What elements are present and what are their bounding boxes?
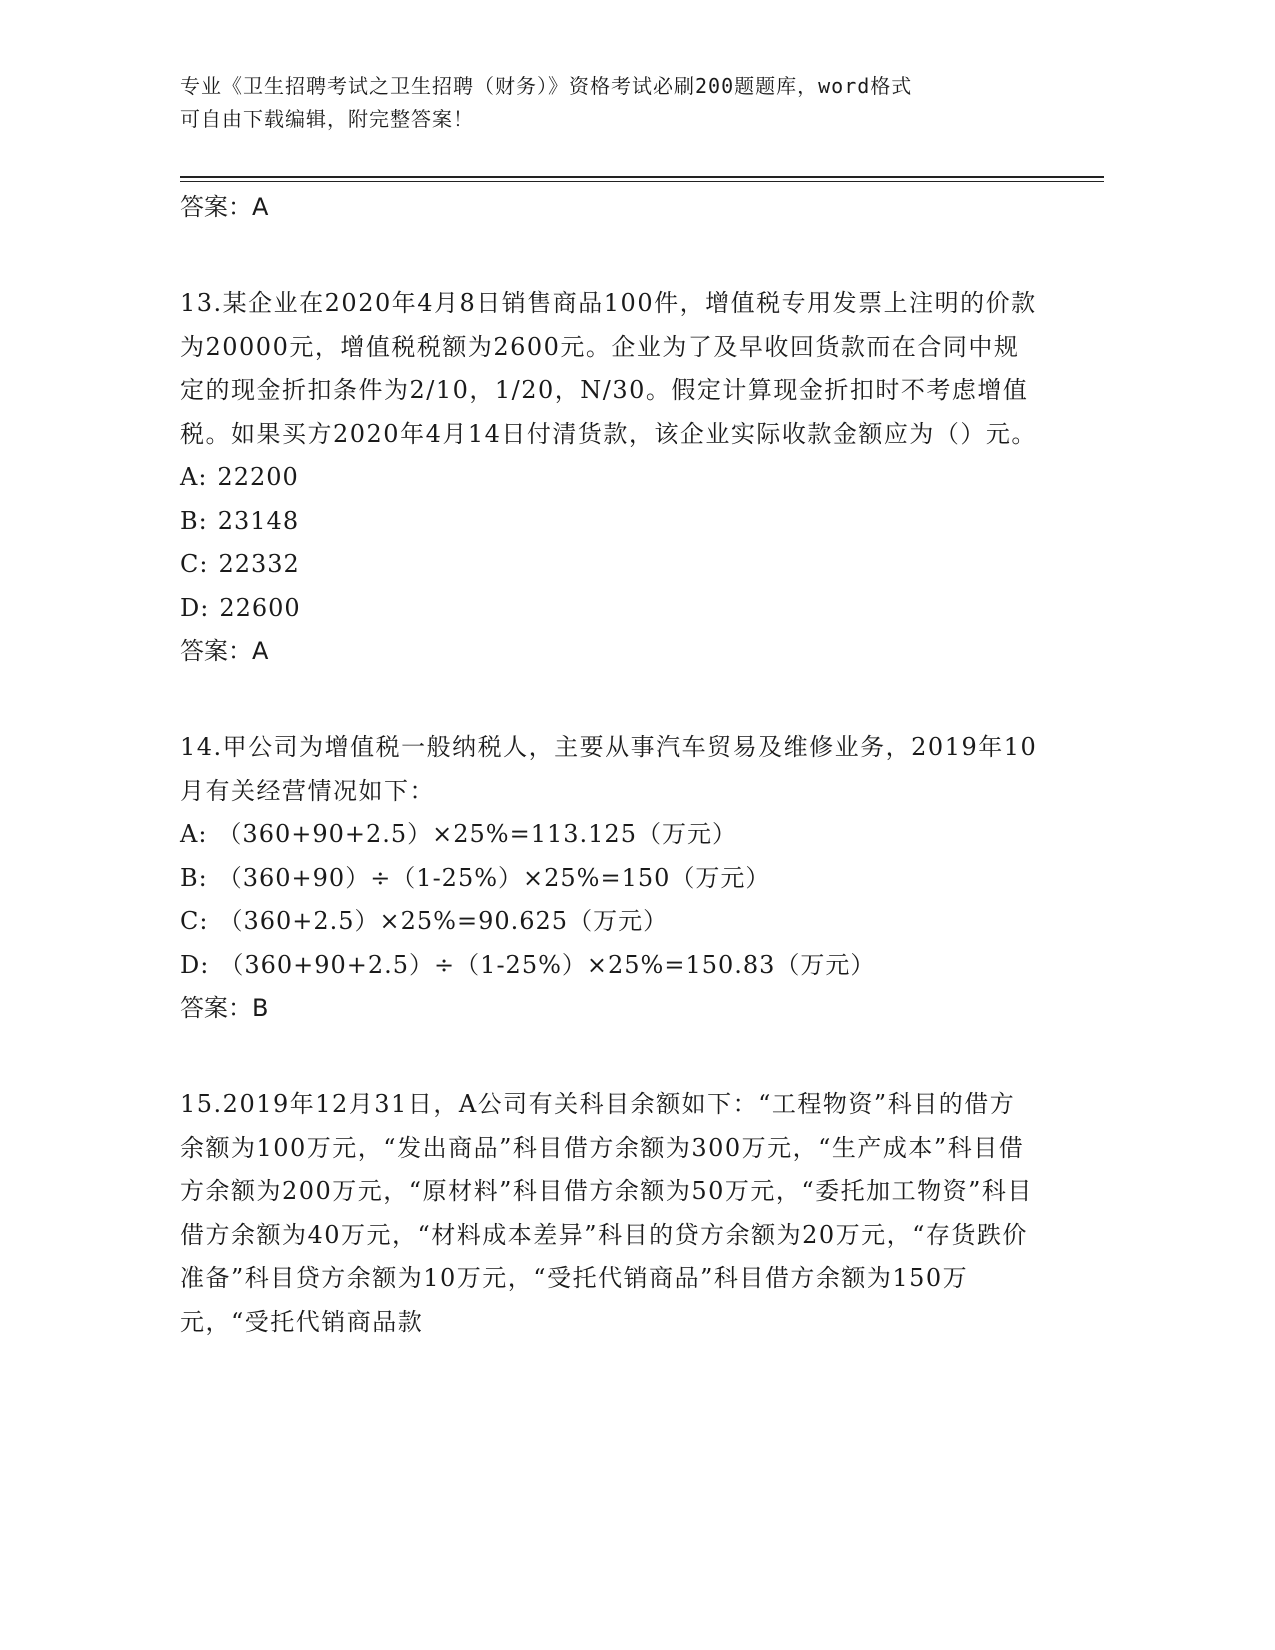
question-text: 14.甲公司为增值税一般纳税人，主要从事汽车贸易及维修业务，2019年10月有关经营情况如下： (180, 733, 1038, 805)
option-b (180, 500, 1040, 544)
answer-line: 答案：B (180, 994, 269, 1022)
option-a (180, 813, 1040, 857)
question-text: 13.某企业在2020年4月8日销售商品100件，增值税专用发票上注明的价款为20000元，增值税税额为2600元。企业为了及早收回货款而在合同中规定的现金折扣条件为2/10，1/20，N/30。假定计算现金折扣时不考虑增值税。如果买方2020年4月14日付清货款，该企业实际收款金额应为（）元。 (180, 289, 1037, 448)
question-15 (180, 1083, 1040, 1344)
header-title-line-2: 可自由下载编辑，附完整答案！ (180, 107, 474, 131)
question-text: 15.2019年12月31日，A公司有关科目余额如下：“工程物资”科目的借方余额为100万元，“发出商品”科目借方余额为300万元，“生产成本”科目借方余额为200万元，“原材料”科目借方余额为50万元，“委托加工物资”科目借方余额为40万元，“材料成本差异”科目的贷方余额为20万元，“存货跌价准备”科目贷方余额为10万元，“受托代销商品”科目借方余额为150万元，“受托代销商品款 (180, 1090, 1033, 1336)
option-value: （360+90+2.5）÷（1-25%）×25%=150.83（万元） (219, 950, 876, 979)
option-value: （360+90）÷（1-25%）×25%=150（万元） (217, 863, 771, 892)
option-label: B: (180, 506, 208, 535)
answer-line: 答案：A (180, 193, 269, 221)
option-label: A: (180, 820, 208, 848)
option-value: （360+2.5）×25%=90.625（万元） (218, 907, 669, 935)
option-value: （360+90+2.5）×25%=113.125（万元） (217, 820, 737, 848)
option-label: A: (180, 463, 208, 491)
question-13 (180, 282, 1040, 668)
option-d (180, 587, 1040, 631)
question-14 (180, 726, 1040, 1025)
option-a (180, 456, 1040, 500)
option-label: D: (180, 593, 210, 622)
option-label: C: (180, 907, 209, 935)
document-header (180, 70, 1040, 136)
header-title-line-1: 专业《卫生招聘考试之卫生招聘（财务）》资格考试必刷200题题库，word格式 (180, 74, 913, 98)
option-b (180, 857, 1040, 901)
header-divider-thin (180, 181, 1104, 182)
option-value: 22200 (217, 463, 299, 491)
option-c (180, 543, 1040, 587)
option-label: D: (180, 950, 210, 979)
answer-line: 答案：A (180, 637, 269, 665)
option-c (180, 900, 1040, 944)
option-value: 22332 (218, 550, 300, 578)
option-d (180, 944, 1040, 988)
option-value: 23148 (217, 506, 300, 535)
option-label: B: (180, 863, 208, 892)
header-divider (180, 176, 1104, 178)
option-label: C: (180, 550, 209, 578)
option-value: 22600 (219, 593, 301, 622)
document-body (180, 190, 1040, 1344)
